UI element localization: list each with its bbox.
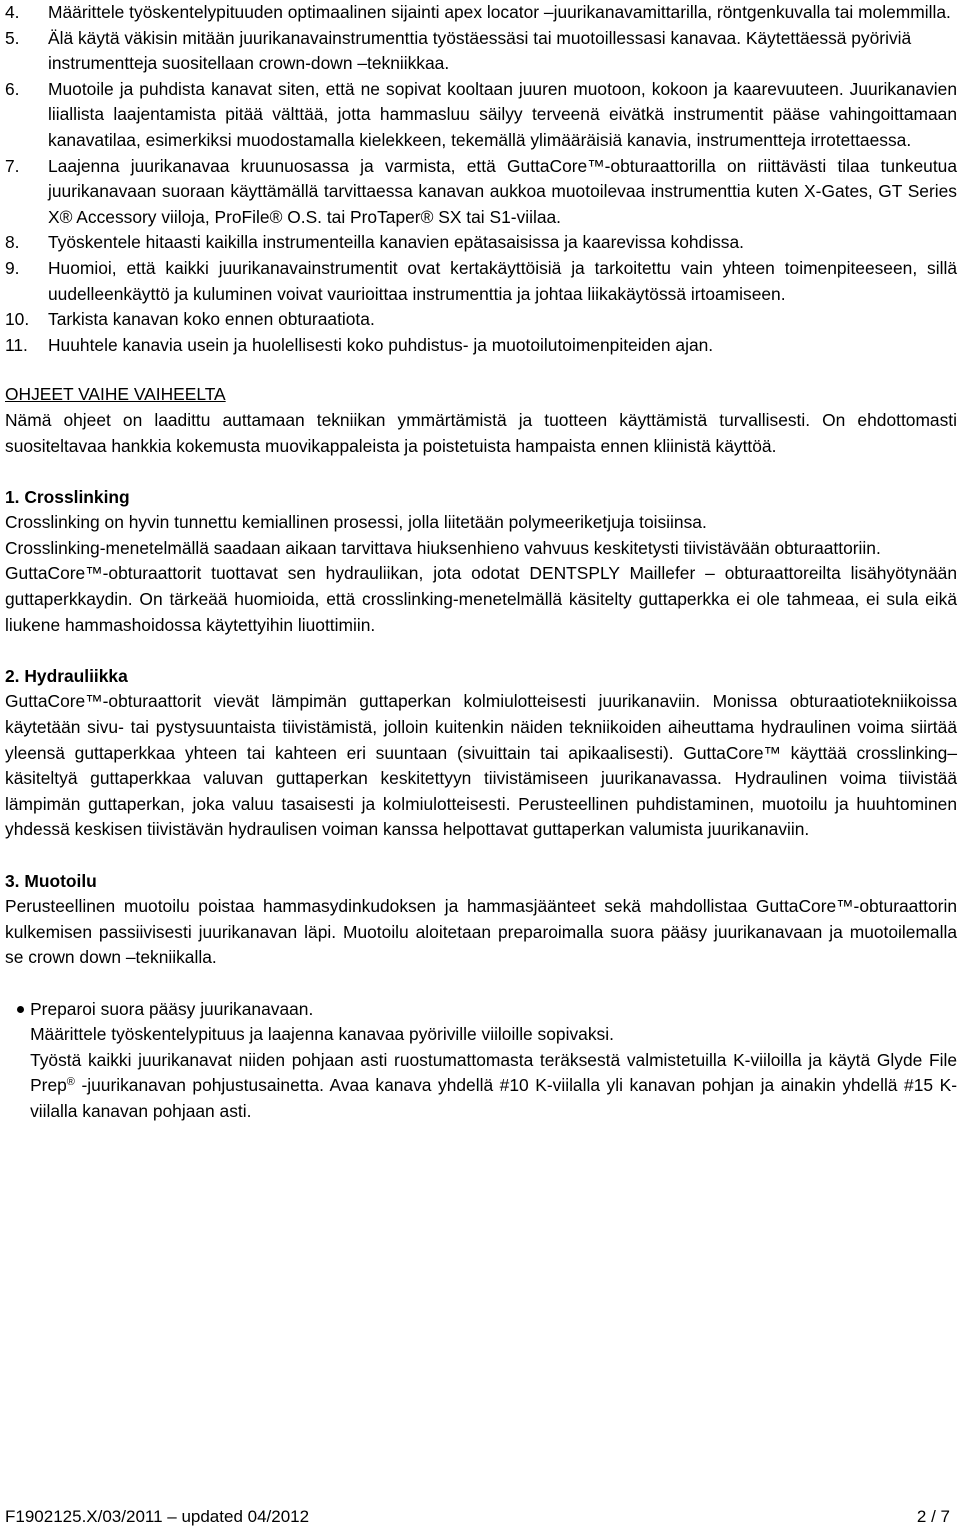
list-text: Huuhtele kanavia usein ja huolellisesti koko puhdistus- ja muotoilutoimenpiteiden ajan.: [48, 334, 714, 355]
paragraph: Perusteellinen muotoilu poistaa hammasydinkudoksen ja hammasjäänteet sekä mahdollistaa GuttaCore™-obturaattorin kulkemisen passiivisesti juurikanavan läpi. Muotoilu aloitetaan preparoimalla suora pääsy juurikanavaan ja muotoilemalla se crown down –tekniikalla.: [5, 896, 957, 968]
list-text: Muotoile ja puhdista kanavat siten, että ne sopivat kooltaan juuren muotoon, kokoon ja kaarevuuteen. Juurikanavien liiallista laajentamista pitää välttää, jotta hammasluu säilyy terveenä eivätkä instrumentit pääse vahingoittamaan kanavatilaa, esimerkiksi muodostamalla kielekkeen, tekemällä ylimääräisiä kanavia, instrumentteja irrotettaessa.: [48, 78, 957, 150]
bullet-icon: [15, 997, 30, 1125]
list-text: Tarkista kanavan koko ennen obturaatiota.: [48, 309, 375, 330]
list-text: Älä käytä väkisin mitään juurikanavainstrumenttia työstäessäsi tai muotoillessasi kanavaa. Käytettäessä pyöriviä instrumentteja suositellaan crown-down –tekniikkaa.: [48, 27, 912, 74]
document-content: [5, 0, 957, 1125]
bullet-paragraph: [30, 1048, 957, 1125]
list-item: [5, 230, 957, 256]
bullet-line: Preparoi suora pääsy juurikanavaan.: [30, 998, 314, 1019]
bullet-text-b: -juurikanavan pohjustusainetta. Avaa kanava yhdellä #10 K-viilalla yli kanavan pohjan ja ainakin yhdellä #15 K-viilalla kanavan pohjaan asti.: [30, 1075, 957, 1121]
page-footer: [5, 1504, 950, 1530]
list-text: Määrittele työskentelypituuden optimaalinen sijainti apex locator –juurikanavamittarilla, röntgenkuvalla tai molemmilla.: [48, 2, 951, 22]
list-text: Työskentele hitaasti kaikilla instrumenteilla kanavien epätasaisissa ja kaarevissa kohdissa.: [48, 232, 744, 253]
list-item: [5, 333, 957, 359]
list-number: 8.: [5, 232, 20, 253]
bullet-item: [15, 997, 957, 1125]
section-heading-crosslinking: 1. Crosslinking: [5, 486, 130, 507]
list-text: Laajenna juurikanavaa kruunuosassa ja varmista, että GuttaCore™-obturaattorilla on riittävästi tilaa tunkeutua juurikanavaan suoraan käyttämällä tarvittaessa kanavan aukkoa muotoilevaa instrumenttia kuten X-Gates, GT Series X® Accessory viiloja, ProFile® O.S. tai ProTaper® SX tai S1-viilaa.: [48, 155, 957, 227]
list-number: 9.: [5, 257, 20, 278]
list-item: [5, 307, 957, 333]
bullet-line: Määrittele työskentelypituus ja laajenna kanavaa pyöriville viiloille sopivaksi.: [30, 1024, 614, 1045]
list-item: [5, 154, 957, 231]
list-number: 11.: [5, 334, 28, 355]
numbered-list: [5, 0, 957, 358]
paragraph: Crosslinking on hyvin tunnettu kemiallinen prosessi, jolla liitetään polymeeriketjuja toisiinsa.: [5, 512, 707, 533]
list-number: 6.: [5, 78, 20, 99]
section-heading-hydrauliikka: 2. Hydrauliikka: [5, 665, 128, 686]
bullet-text-a: Työstä kaikki juurikanavat niiden pohjaan asti ruostumattomasta teräksestä valmistetuilla K-viiloilla ja käytä Glyde File Prep: [30, 1049, 957, 1096]
list-item: [5, 0, 957, 26]
paragraph: Crosslinking-menetelmällä saadaan aikaan tarvittava hiuksenhieno vahvuus keskitetysti tiivistävään obturaattoriin.: [5, 537, 881, 558]
list-number: 4.: [5, 2, 20, 22]
list-number: 10.: [5, 309, 30, 330]
list-number: 7.: [5, 155, 20, 176]
footer-document-id: F1902125.X/03/2011 – updated 04/2012: [5, 1507, 310, 1526]
paragraph: GuttaCore™-obturaattorit vievät lämpimän guttaperkan kolmiulotteisesti juurikanaviin. Monissa obturaatiotekniikoissa käytetään sivu- tai pystysuuntaista tiivistämistä, jolloin kuitenkin näiden tekniikoiden aiheuttama hydraulinen voima siirtää yleensä guttaperkkaa yhteen tai kahteen eri suuntaan (sivuittain tai apikaalisesti). GuttaCore™ käyttää crosslinking–käsiteltyä guttaperkkaa valuvan guttaperkan keskitettyyn tiivistämiseen juurikanavassa. Hydraulinen voima tiivistää lämpimän guttaperkan, joka valuu tasaisesti ja kolmiulotteisesti. Perusteellinen puhdistaminen, muotoilu ja huuhtominen yhdessä keskisen tiivistävän hydraulisen voiman kanssa helpottavat guttaperkan valumista juurikanaviin.: [5, 691, 957, 840]
list-item: [5, 77, 957, 154]
section-heading-muotoilu: 3. Muotoilu: [5, 870, 97, 891]
instructions-heading: OHJEET VAIHE VAIHEELTA: [5, 384, 226, 405]
paragraph: GuttaCore™-obturaattorit tuottavat sen hydrauliikan, jota odotat DENTSPLY Maillefer – obturaattoreilta lisähyötynään guttaperkkaydin. On tärkeää huomioida, että crosslinking-menetelmällä käsitelty guttaperkka ei ole tahmeaa, ei sula eikä liukene hammashoidossa käytettyihin liuottimiin.: [5, 563, 957, 635]
list-item: [5, 26, 957, 77]
list-text: Huomioi, että kaikki juurikanavainstrumentit ovat kertakäyttöisiä ja tarkoitettu vain yhteen toimenpiteeseen, sillä uudelleenkäyttö ja kuluminen voivat vaurioittaa instrumenttia ja johtaa liikakäytössä irtoamiseen.: [48, 257, 957, 304]
footer-page-number: 2 / 7: [916, 1507, 950, 1526]
list-item: [5, 256, 957, 307]
instructions-intro: Nämä ohjeet on laadittu auttamaan tekniikan ymmärtämistä ja tuotteen käyttämistä turvallisesti. On ehdottomasti suositeltavaa hankkia kokemusta muovikappaleista ja poistetuista hampaista ennen kliinistä käyttöä.: [5, 409, 957, 456]
registered-mark: ®: [66, 1076, 75, 1089]
list-number: 5.: [5, 27, 20, 48]
